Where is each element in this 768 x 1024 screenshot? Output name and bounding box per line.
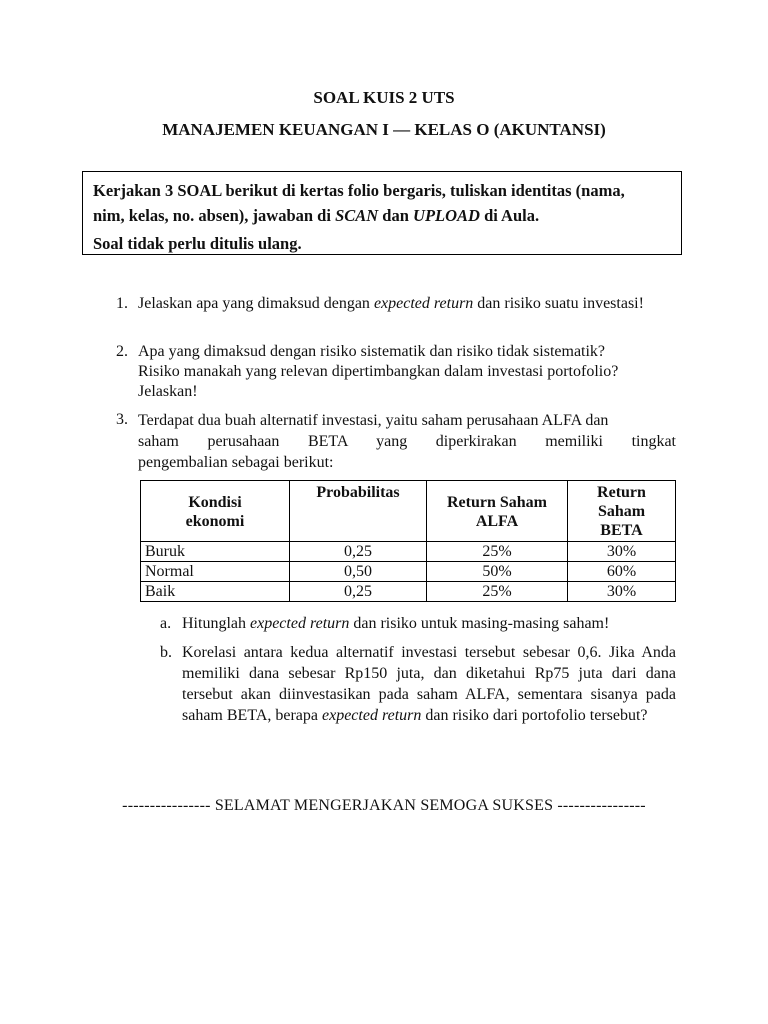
question-number: 2.	[116, 343, 128, 360]
column-header: Return Saham ALFA	[427, 481, 568, 542]
subquestion-a	[160, 613, 676, 634]
instructions-upload: UPLOAD	[413, 206, 480, 225]
emphasis-term: expected return	[322, 707, 422, 724]
subquestion-letter: a.	[160, 615, 172, 632]
question-number: 3.	[116, 411, 128, 428]
instructions-scan: SCAN	[335, 206, 379, 225]
table-cell: 25%	[427, 582, 568, 602]
column-header: Return Saham BETA	[568, 481, 676, 542]
table-header-row	[141, 481, 676, 542]
emphasis-term: expected return	[250, 615, 350, 632]
table-cell: 0,25	[290, 542, 427, 562]
closing-message: ---------------- SELAMAT MENGERJAKAN SEMOGA SUKSES ----------------	[122, 797, 646, 814]
question-text: Jelaskan apa yang dimaksud dengan expected return dan risiko suatu investasi!	[138, 295, 644, 312]
table-cell: 0,50	[290, 562, 427, 582]
returns-table	[140, 480, 676, 602]
table-cell: 25%	[427, 542, 568, 562]
table-cell: Baik	[141, 582, 290, 602]
table-cell: 0,25	[290, 582, 427, 602]
table-cell: 30%	[568, 582, 676, 602]
instructions-text: Kerjakan 3 SOAL berikut di kertas folio bergaris, tuliskan identitas (nama,	[93, 181, 625, 200]
table-row	[141, 582, 676, 602]
table-cell: 30%	[568, 542, 676, 562]
subquestion-letter: b.	[160, 644, 172, 661]
instructions-box	[82, 171, 682, 255]
question-text: Apa yang dimaksud dengan risiko sistematik dan risiko tidak sistematik? Risiko manakah yang relevan dipertimbangkan dalam investasi portofolio? Jelaskan!	[138, 343, 619, 400]
column-header: Probabilitas	[290, 481, 427, 542]
subquestion-text: Korelasi antara kedua alternatif investasi tersebut sebesar 0,6. Jika Anda memiliki dana sebesar Rp150 juta, dan diketahui Rp75 juta dari dana tersebut akan diinvestasikan pada saham ALFA, sementara sisanya pada saham BETA, berapa expected return dan risiko dari portofolio tersebut?	[182, 644, 676, 724]
instructions-line-2: Soal tidak perlu ditulis ulang.	[93, 234, 302, 253]
table-row	[141, 562, 676, 582]
table-cell: 60%	[568, 562, 676, 582]
instructions-text: di Aula.	[479, 206, 540, 225]
table-cell: Normal	[141, 562, 290, 582]
question-number: 1.	[116, 295, 128, 312]
emphasis-term: expected return	[373, 295, 474, 312]
page-title: SOAL KUIS 2 UTS	[313, 88, 455, 107]
table-cell: 50%	[427, 562, 568, 582]
page-subtitle: MANAJEMEN KEUANGAN I — KELAS O (AKUNTANSI)	[162, 120, 606, 139]
table-row	[141, 542, 676, 562]
instructions-text: dan	[378, 206, 414, 225]
question-text: Terdapat dua buah alternatif investasi, yaitu saham perusahaan ALFA dan saham perusahaan BETA yang diperkirakan memiliki tingkat pengembalian sebagai berikut:	[138, 412, 676, 471]
question-1	[116, 294, 676, 314]
question-3	[116, 410, 676, 473]
question-2	[116, 342, 676, 402]
instructions-line-1	[93, 178, 671, 228]
column-header: Kondisi ekonomi	[141, 481, 290, 542]
subquestion-b	[160, 642, 676, 726]
table-cell: Buruk	[141, 542, 290, 562]
subquestion-text: Hitunglah expected return dan risiko untuk masing-masing saham!	[182, 615, 610, 632]
instructions-text: nim, kelas, no. absen), jawaban di	[93, 206, 336, 225]
